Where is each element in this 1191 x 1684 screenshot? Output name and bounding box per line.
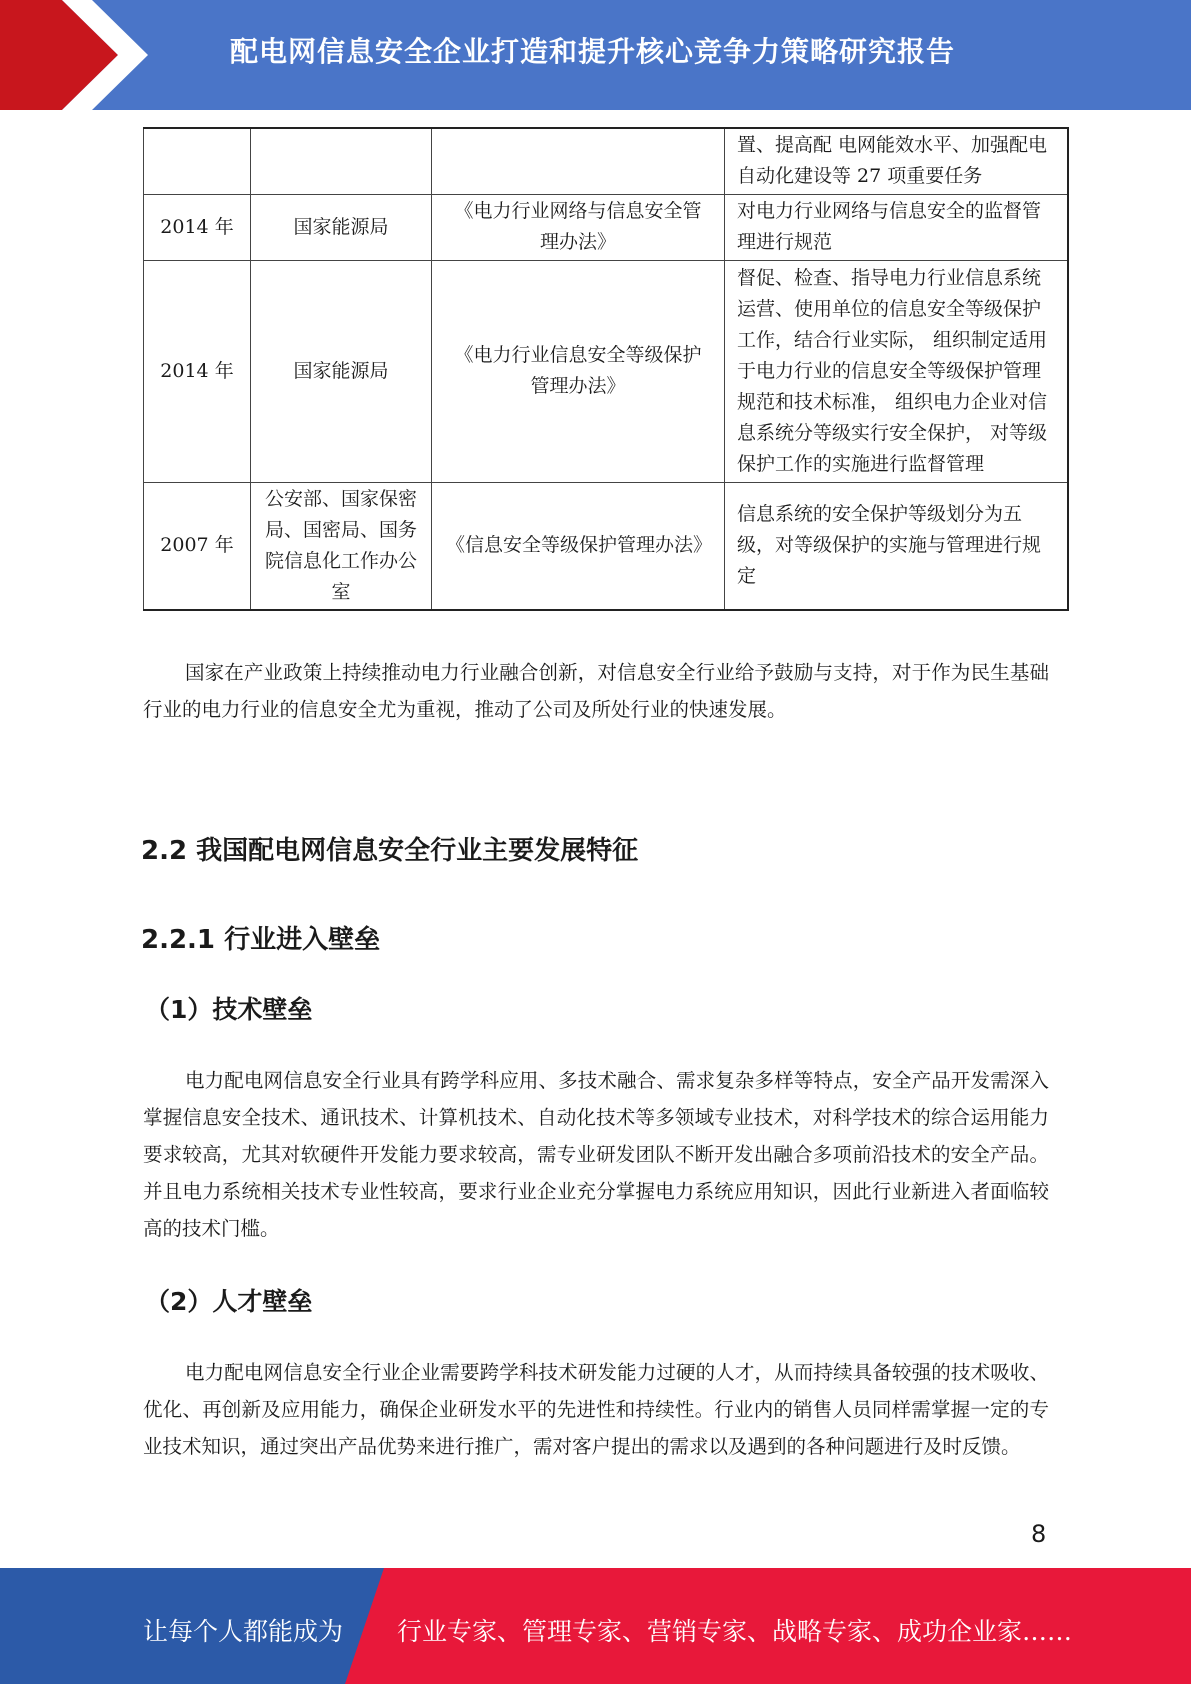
paragraph-talent-barrier: 电力配电网信息安全行业企业需要跨学科技术研发能力过硬的人才，从而持续具备较强的技术吸收、优化、再创新及应用能力，确保企业研发水平的先进性和持续性。行业内的销售人员同样需掌握一定的专业技术知识，通过突出产品优势来进行推广，需对客户提出的需求以及遇到的各种问题进行及时反馈。 (143, 1361, 1049, 1458)
cell-desc: 信息系统的安全保护等级划分为五级，对等级保护的实施与管理进行规定 (725, 482, 1069, 610)
cell-doc: 《电力行业网络与信息安全管理办法》 (432, 194, 725, 260)
header-banner (0, 0, 1191, 110)
cell-doc: 《电力行业信息安全等级保护管理办法》 (432, 260, 725, 482)
cell-doc (432, 128, 725, 194)
page-number: 8 (1031, 1520, 1047, 1548)
subsection-heading: 2.2.1 行业进入壁垒 (141, 925, 381, 955)
cell-year: 2014 年 (144, 194, 251, 260)
cell-doc: 《信息安全等级保护管理办法》 (432, 482, 725, 610)
table-row (144, 260, 1069, 482)
policy-table (143, 127, 1069, 611)
document-title: 配电网信息安全企业打造和提升核心竞争力策略研究报告 (230, 35, 956, 68)
cell-year: 2014 年 (144, 260, 251, 482)
cell-desc: 督促、检查、指导电力行业信息系统运营、使用单位的信息安全等级保护工作，结合行业实际， 组织制定适用于电力行业的信息安全等级保护管理规范和技术标准， 组织电力企业对信息系统分等级实行安全保护， 对等级保护工作的实施进行监督管理 (725, 260, 1069, 482)
cell-desc: 对电力行业网络与信息安全的监督管理进行规范 (725, 194, 1069, 260)
footer-slogan-right: 行业专家、管理专家、营销专家、战略专家、成功企业家…… (397, 1617, 1073, 1646)
header-arrow-decoration (0, 0, 160, 110)
paragraph-policy-summary: 国家在产业政策上持续推动电力行业融合创新，对信息安全行业给予鼓励与支持，对于作为民生基础行业的电力行业的信息安全尤为重视，推动了公司及所处行业的快速发展。 (143, 661, 1049, 721)
cell-dept: 国家能源局 (251, 194, 432, 260)
item-heading-talent-barrier: （2）人才壁垒 (145, 1287, 313, 1316)
cell-dept (251, 128, 432, 194)
table-row (144, 128, 1069, 194)
cell-year: 2007 年 (144, 482, 251, 610)
section-heading: 2.2 我国配电网信息安全行业主要发展特征 (141, 836, 639, 866)
footer-slogan-left: 让每个人都能成为 (143, 1617, 344, 1646)
cell-desc: 置、提高配 电网能效水平、加强配电自动化建设等 27 项重要任务 (725, 128, 1069, 194)
table-row (144, 482, 1069, 610)
cell-dept: 国家能源局 (251, 260, 432, 482)
cell-dept: 公安部、国家保密局、国密局、国务院信息化工作办公室 (251, 482, 432, 610)
cell-year (144, 128, 251, 194)
paragraph-tech-barrier: 电力配电网信息安全行业具有跨学科应用、多技术融合、需求复杂多样等特点，安全产品开发需深入掌握信息安全技术、通讯技术、计算机技术、自动化技术等多领域专业技术，对科学技术的综合运用能力要求较高，尤其对软硬件开发能力要求较高，需专业研发团队不断开发出融合多项前沿技术的安全产品。并且电力系统相关技术专业性较高，要求行业企业充分掌握电力系统应用知识，因此行业新进入者面临较高的技术门槛。 (143, 1069, 1049, 1240)
table-row (144, 194, 1069, 260)
item-heading-tech-barrier: （1）技术壁垒 (145, 995, 313, 1024)
footer-banner (0, 1568, 1191, 1684)
